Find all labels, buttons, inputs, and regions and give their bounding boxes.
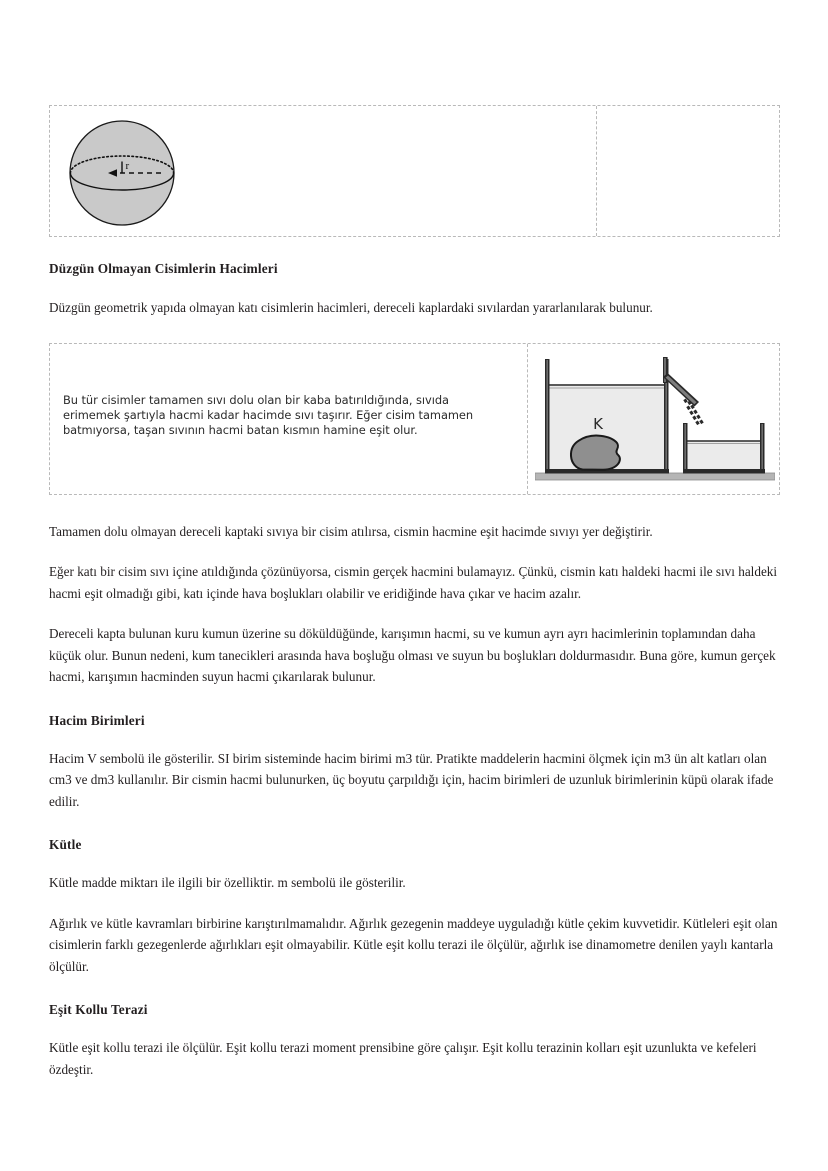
paragraph-eger-kati-bir-cisim: Eğer katı bir cisim sıvı içine atıldığında çözünüyorsa, cismin gerçek hacmini bulamayız. Çünkü, cismin katı haldeki hacmi ile sıvı haldeki hacmi eşit olmadığı gibi, katı içinde hava boşlukları olabilir ve eridiğinde hava çıkar ve hacim azalır. [49, 564, 778, 601]
figure-note-text: Bu tür cisimler tamamen sıvı dolu olan bir kaba batırıldığında, sıvıda erimemek şartıyla hacmi kadar hacimde sıvı taşırır. Eğer cisim tamamen batmıyorsa, taşan sıvının hacmi batan kısmın hamine eşit olur. [63, 392, 474, 438]
figure-table-overflow [49, 343, 780, 495]
sphere-icon [68, 119, 176, 227]
spacer [49, 277, 780, 297]
spacer [49, 237, 780, 260]
spacer [49, 688, 780, 712]
paragraph-kutle-esit-kollu-terazi: Kütle eşit kollu terazi ile ölçülür. Eşit kollu terazi moment prensibine göre çalışır. Eşit kollu terazinin kolları eşit uzunlukta ve kefeleri özdeştir. [49, 1040, 757, 1077]
paragraph-agirlik-ve-kutle: Ağırlık ve kütle kavramları birbirine karıştırılmamalıdır. Ağırlık gezegenin maddeye uyguladığı kütle çekim kuvvetidir. Kütleleri eşit olan cisimlerin farklı gezegenlerde ağırlıkları eşit olmayabilir. Kütle eşit kollu terazi ile ölçülür, ağırlık ise dinamometre denilen yaylı kantarla ölçülür. [49, 915, 778, 974]
paragraph-dereceli-kapta: Dereceli kapta bulunan kuru kumun üzerine su döküldüğünde, karışımın hacmi, su ve kumun ayrı ayrı hacimlerinin toplamından daha küçük olur. Bunun nedeni, kum tanecikleri arasında hava boşluğu olması ve suyun bu boşlukları doldurmasıdır. Buna göre, kumun gerçek hacmi, karışımın hacminden suyun hacmi çıkarılarak bulunur. [49, 626, 776, 684]
spacer [49, 853, 780, 872]
overflow-beaker-diagram [535, 355, 775, 485]
sphere-radius-label: r [125, 160, 130, 172]
spacer [49, 604, 780, 623]
spacer [49, 495, 780, 521]
figure-cell-sphere [50, 106, 597, 236]
heading-hacim-birimleri: Hacim Birimleri [49, 712, 145, 728]
spacer [49, 542, 780, 561]
beaker-diagram-icon [535, 355, 775, 485]
spacer [49, 1018, 780, 1037]
heading-kutle: Kütle [49, 837, 82, 852]
paragraph-kutle-madde-miktari: Kütle madde miktarı ile ilgili bir özelliktir. m sembolü ile gösterilir. [49, 875, 406, 890]
figure-cell-empty [597, 106, 779, 236]
heading-duzgun-olmayan-cisimlerin-hacimleri: Düzgün Olmayan Cisimlerin Hacimleri [49, 261, 278, 276]
spacer [49, 812, 780, 836]
paragraph-hacim-v-sembolu: Hacim V sembolü ile gösterilir. SI birim sisteminde hacim birimi m3 tür. Pratikte maddelerin hacmini ölçmek için m3 ün alt katları olan cm3 ve dm3 kullanılır. Bir cismin hacmi bulunurken, üç boyutu çarpıldığı için, hacim birimleri de uzunluk birimlerinin küpü olarak ifade edilir. [49, 750, 774, 809]
sphere-diagram [68, 119, 176, 227]
rock-object-icon [571, 435, 620, 469]
document-content [49, 105, 780, 1080]
paragraph-tamamen-dolu-olmayan: Tamamen dolu olmayan dereceli kaptaki sıvıya bir cisim atılırsa, cismin hacmine eşit hacimde sıvıyı yer değiştirir. [49, 523, 653, 539]
figure-cell-note [50, 344, 528, 494]
paragraph-duzgun-geometrik: Düzgün geometrik yapıda olmayan katı cisimlerin hacimleri, dereceli kaplardaki sıvılardan yararlanılarak bulunur. [49, 300, 653, 315]
spacer [49, 729, 780, 748]
spacer [49, 894, 780, 913]
figure-cell-beaker [528, 344, 779, 494]
spacer [49, 977, 780, 1001]
heading-esit-kollu-terazi: Eşit Kollu Terazi [49, 1002, 148, 1017]
figure-table-sphere [49, 105, 780, 237]
rock-label-K: K [593, 414, 603, 433]
spacer [49, 319, 780, 343]
